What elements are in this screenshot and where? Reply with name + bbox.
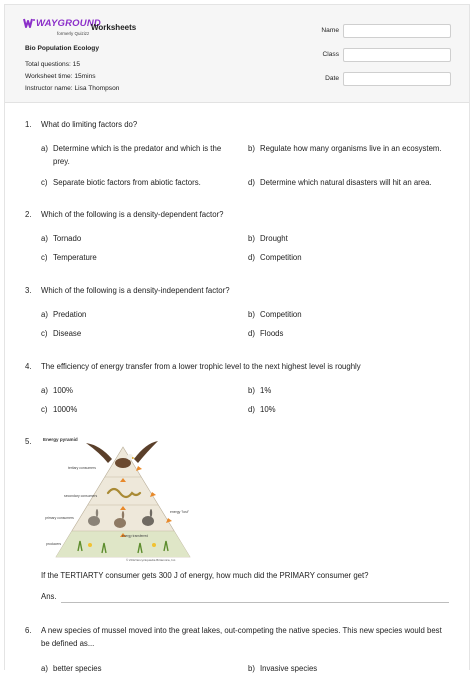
answer-label: Ans. (41, 592, 57, 601)
date-label: Date (325, 75, 339, 82)
class-field[interactable] (343, 48, 451, 62)
question-number: 4. (25, 362, 32, 371)
question-text: If the TERTIARTY consumer gets 300 J of energy, how much did the PRIMARY consumer get? (41, 571, 369, 580)
option-text: Separate biotic factors from abiotic factors. (53, 178, 201, 187)
option-letter: b) (248, 386, 255, 395)
header-title: Worksheets (91, 23, 137, 32)
option-letter: b) (248, 234, 255, 243)
energy-lost-label: energy "lost" (170, 510, 189, 514)
question-number: 3. (25, 286, 32, 295)
option-text: Competition (260, 253, 302, 262)
worksheet-header (5, 5, 469, 103)
question-number: 5. (25, 437, 32, 446)
option-letter: b) (248, 144, 255, 153)
worksheet (4, 4, 470, 673)
question-number: 2. (25, 210, 32, 219)
option-text: 10% (260, 405, 276, 414)
option-letter: d) (248, 178, 255, 187)
name-field[interactable] (343, 24, 451, 38)
brand-subtitle: formerly Quizizz (57, 31, 90, 36)
worksheet-time: Worksheet time: 15mins (25, 73, 96, 80)
option-letter: a) (41, 144, 48, 153)
worksheet-name: Bio Population Ecology (25, 45, 99, 52)
question-text: A new species of mussel moved into the great lakes, out-competing the native species. This new species would best be defined as... (41, 626, 442, 648)
option-text: Floods (260, 329, 284, 338)
question-number: 1. (25, 120, 32, 129)
energy-pyramid-figure (42, 433, 198, 563)
option-text: Regulate how many organisms live in an ecosystem. (260, 144, 442, 153)
option-letter: b) (248, 664, 255, 673)
option-letter: d) (248, 253, 255, 262)
option-letter: b) (248, 310, 255, 319)
option-text: 1% (260, 386, 272, 395)
option-text: 1000% (53, 405, 78, 414)
question-text: Which of the following is a density-independent factor? (41, 286, 230, 295)
producers-label: producers (46, 542, 62, 546)
brand-logo (23, 18, 101, 36)
question-text: Which of the following is a density-dependent factor? (41, 210, 224, 219)
option-text: Competition (260, 310, 302, 319)
option-letter: c) (41, 405, 48, 414)
option-text: Temperature (53, 253, 97, 262)
class-label: Class (322, 51, 339, 58)
name-label: Name (321, 27, 339, 34)
option-text: Tornado (53, 234, 82, 243)
option-letter: d) (248, 329, 255, 338)
option-letter: a) (41, 234, 48, 243)
primary-consumers-label: primary consumers (45, 516, 74, 520)
option-text: Determine which is the predator and which is the prey. (53, 144, 222, 166)
option-letter: a) (41, 310, 48, 319)
option-text: Determine which natural disasters will hit an area. (260, 178, 432, 187)
option-letter: a) (41, 386, 48, 395)
question-text: The efficiency of energy transfer from a lower trophic level to the next highest level is roughly (41, 362, 361, 371)
secondary-consumers-label: secondary consumers (64, 494, 98, 498)
wayground-logo-icon (23, 18, 35, 28)
option-text: Disease (53, 329, 82, 338)
option-letter: d) (248, 405, 255, 414)
option-letter: c) (41, 178, 48, 187)
question-text: What do limiting factors do? (41, 120, 138, 129)
option-letter: c) (41, 253, 48, 262)
option-text: 100% (53, 386, 73, 395)
figure-title: Energy pyramid (43, 437, 78, 442)
question-number: 6. (25, 626, 32, 635)
option-text: better species (53, 664, 102, 673)
energy-transferred-label: energy transferred (122, 534, 149, 538)
total-questions: Total questions: 15 (25, 61, 80, 68)
option-text: Drought (260, 234, 288, 243)
figure-credit: © 2012 Encyclopædia Britannica, Inc. (126, 558, 177, 562)
option-text: Invasive species (260, 664, 318, 673)
option-text: Predation (53, 310, 87, 319)
option-letter: c) (41, 329, 48, 338)
answer-line[interactable] (61, 602, 449, 603)
option-letter: a) (41, 664, 48, 673)
instructor-name: Instructor name: Lisa Thompson (25, 85, 120, 92)
brand-name: WAYGROUND (36, 18, 101, 29)
date-field[interactable] (343, 72, 451, 86)
tertiary-consumers-label: tertiary consumers (68, 466, 96, 470)
